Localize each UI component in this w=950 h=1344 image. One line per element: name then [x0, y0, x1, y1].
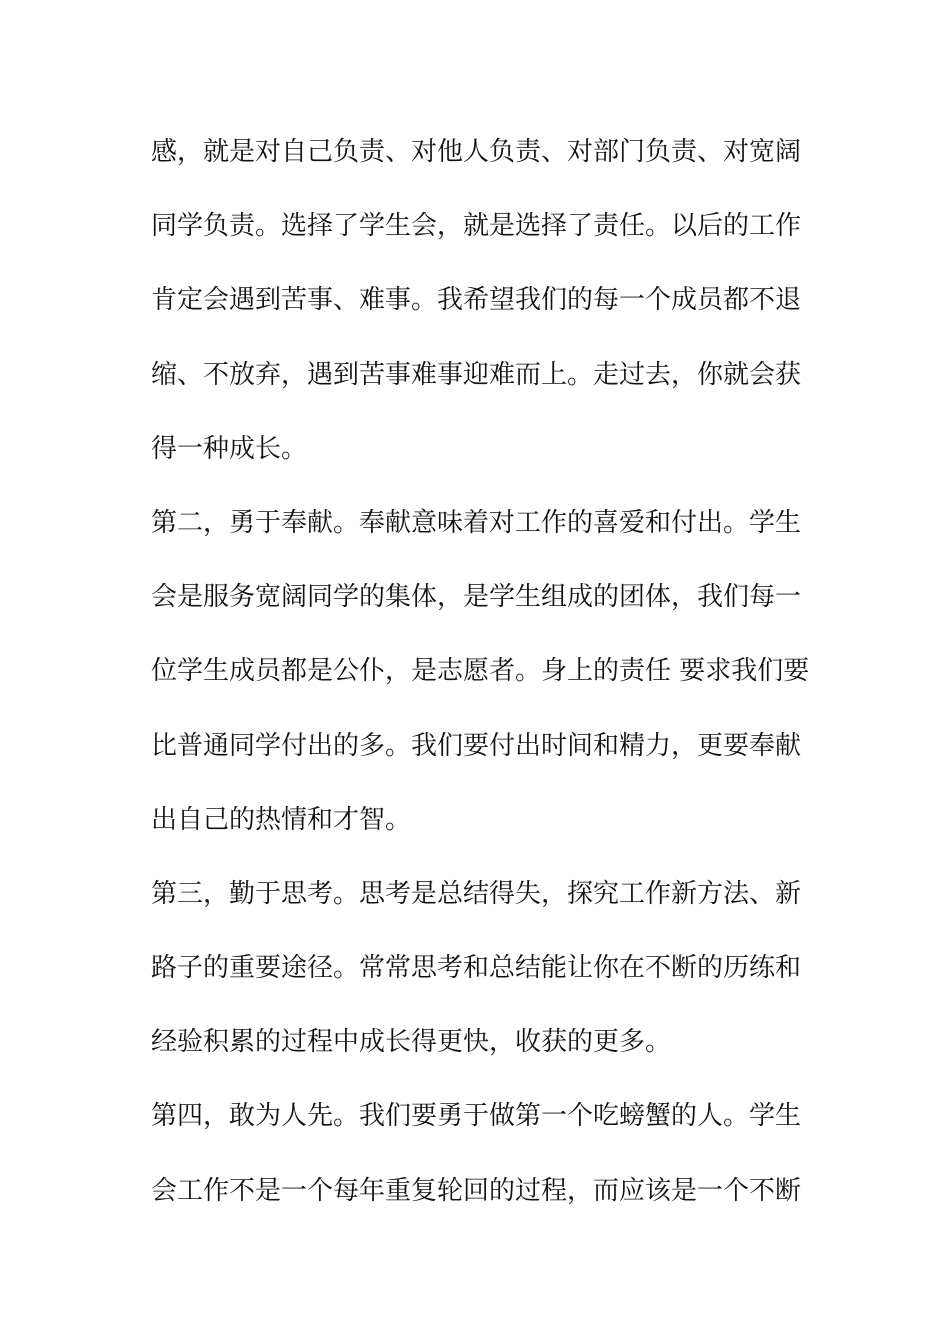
- text-line: 同学负责。选择了学生会，就是选择了责任。以后的工作: [151, 211, 802, 242]
- text-line: 会工作不是一个每年重复轮回的过程，而应该是一个不断: [151, 1175, 802, 1206]
- text-line: 肯定会遇到苦事、难事。我希望我们的每一个成员都不退: [151, 285, 802, 316]
- text-line: 会是服务宽阔同学的集体，是学生组成的团体，我们每一: [151, 582, 802, 613]
- text-line: 比普通同学付出的多。我们要付出时间和精力，更要奉献: [151, 730, 802, 761]
- text-line: 经验积累的过程中成长得更快，收获的更多。: [151, 1027, 672, 1058]
- text-line: 得一种成长。: [151, 433, 308, 464]
- text-line: 第三，勤于思考。思考是总结得失，探究工作新方法、新: [151, 878, 802, 909]
- body-text: [151, 128, 811, 1241]
- text-line: 路子的重要途径。常常思考和总结能让你在不断的历练和: [151, 953, 802, 984]
- text-line: 缩、不放弃，遇到苦事难事迎难而上。走过去，你就会获: [151, 359, 802, 390]
- text-line: 感，就是对自己负责、对他人负责、对部门负责、对宽阔: [151, 137, 802, 167]
- text-line: 出自己的热情和才智。: [151, 804, 412, 835]
- text-line: 第二，勇于奉献。奉献意味着对工作的喜爱和付出。学生: [151, 507, 802, 538]
- text-line: 第四，敢为人先。我们要勇于做第一个吃螃蟹的人。学生: [151, 1101, 802, 1132]
- text-line: 位学生成员都是公仆，是志愿者。身上的责任 要求我们要: [151, 656, 810, 687]
